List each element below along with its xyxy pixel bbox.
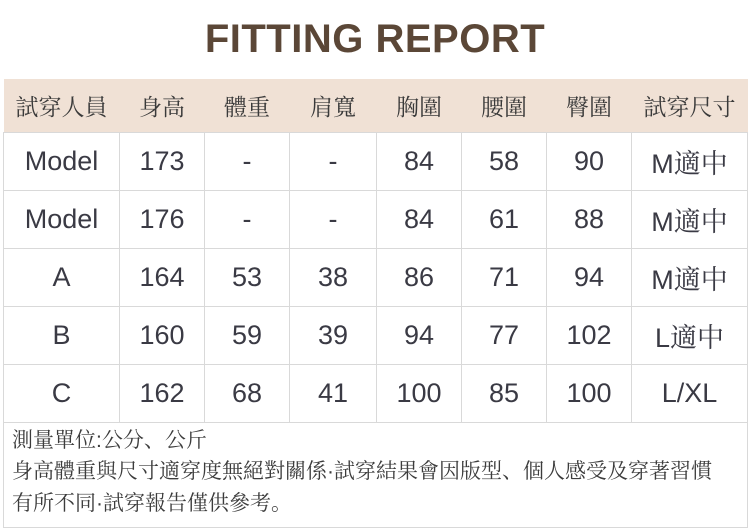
column-header-fitter: 試穿人員 (4, 79, 120, 133)
table-cell: 84 (377, 191, 462, 249)
table-cell: 100 (377, 365, 462, 423)
table-cell: M適中 (632, 191, 748, 249)
table-cell: 38 (290, 249, 377, 307)
column-header-size: 試穿尺寸 (632, 79, 748, 133)
notes-row (4, 423, 748, 528)
table-cell: Model (4, 133, 120, 191)
table-cell: 164 (120, 249, 205, 307)
table-cell: 94 (547, 249, 632, 307)
table-cell: 77 (462, 307, 547, 365)
table-row (4, 365, 748, 423)
table-cell: - (205, 191, 290, 249)
table-cell: L/XL (632, 365, 748, 423)
table-cell: L適中 (632, 307, 748, 365)
table-cell: - (205, 133, 290, 191)
notes-cell (4, 423, 748, 528)
table-cell: 160 (120, 307, 205, 365)
table-cell: 90 (547, 133, 632, 191)
table-cell: 94 (377, 307, 462, 365)
table-cell: 59 (205, 307, 290, 365)
header-row (4, 79, 748, 133)
table-cell: Model (4, 191, 120, 249)
table-cell: - (290, 191, 377, 249)
table-row (4, 249, 748, 307)
column-header-height: 身高 (120, 79, 205, 133)
column-header-hip: 臀圍 (547, 79, 632, 133)
column-header-shoulder: 肩寬 (290, 79, 377, 133)
table-cell: - (290, 133, 377, 191)
table-cell: 71 (462, 249, 547, 307)
table-cell: M適中 (632, 249, 748, 307)
table-cell: 68 (205, 365, 290, 423)
table-cell: 162 (120, 365, 205, 423)
table-cell: 58 (462, 133, 547, 191)
table-cell: 86 (377, 249, 462, 307)
table-cell: 102 (547, 307, 632, 365)
column-header-chest: 胸圍 (377, 79, 462, 133)
table-row (4, 191, 748, 249)
table-cell: 41 (290, 365, 377, 423)
table-cell: 100 (547, 365, 632, 423)
column-header-weight: 體重 (205, 79, 290, 133)
page-title: FITTING REPORT (204, 17, 546, 61)
measurement-unit-note: 測量單位:公分、公斤 (12, 429, 207, 452)
table-row (4, 307, 748, 365)
table-cell: 85 (462, 365, 547, 423)
table-cell: 88 (547, 191, 632, 249)
fitting-report-table (3, 79, 748, 528)
table-cell: 84 (377, 133, 462, 191)
title-bar (0, 0, 750, 79)
table-cell: 173 (120, 133, 205, 191)
table-cell: C (4, 365, 120, 423)
column-header-waist: 腰圍 (462, 79, 547, 133)
table-cell: 176 (120, 191, 205, 249)
table-cell: B (4, 307, 120, 365)
table-cell: 53 (205, 249, 290, 307)
table-cell: 61 (462, 191, 547, 249)
table-cell: M適中 (632, 133, 748, 191)
fitting-disclaimer: 身高體重與尺寸適穿度無絕對關係·試穿結果會因版型、個人感受及穿著習慣有所不同·試穿報告僅供參考。 (12, 460, 712, 515)
table-cell: 39 (290, 307, 377, 365)
table-cell: A (4, 249, 120, 307)
table-row (4, 133, 748, 191)
